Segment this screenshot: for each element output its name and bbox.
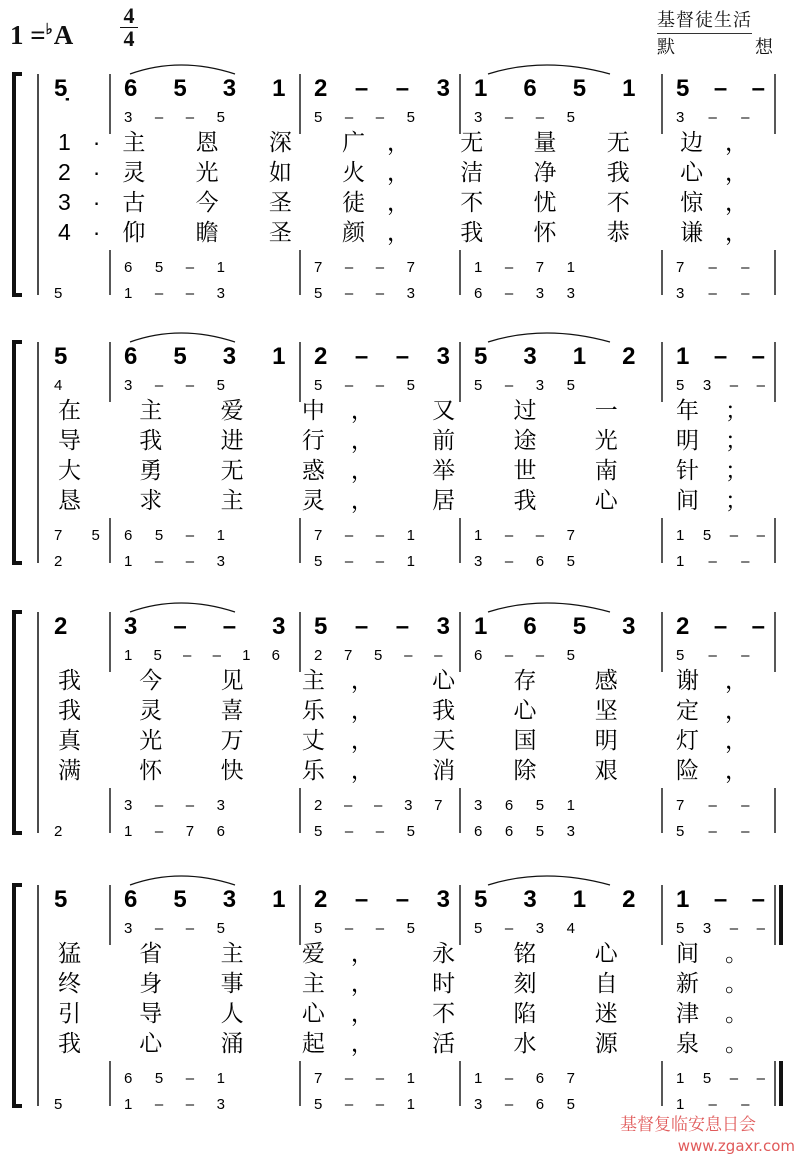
melody-measure-3: 2 – – 3 [314,343,450,370]
author-char-2: 想 [755,37,773,58]
alto-measure-5: 5 3 – – [676,920,765,937]
bass-measure-4: 3 – 6 5 [474,1096,575,1113]
key-note: A [53,20,74,50]
tenor-measure-5: 1 5 – – [676,527,765,544]
key-prefix: 1 = [10,20,46,50]
system-3 [14,603,775,840]
system-4 [14,876,781,1113]
lyric-verse-3: 真 光 万 丈， 天 国 明 灯， [58,727,748,753]
song-title: 基督徒生活 [657,6,752,34]
bass-measure-3: 5 – – 1 [314,553,415,570]
melody-measure-4: 1 6 5 1 [474,75,636,102]
tenor-measure-4: 1 – 7 1 [474,259,575,276]
slur [488,65,610,74]
system-bracket [14,612,22,833]
lyric-verse-1: 1·主 恩 深 广， 无 量 无 边， [58,129,749,155]
bass-measure-1: 5 [54,285,63,302]
lyric-verse-3: 3·古 今 圣 徒， 不 忧 不 惊， [58,189,749,215]
slur [130,65,235,74]
tenor-measure-3: 2 – – 3 7 [314,797,443,814]
tenor-measure-2: 6 5 – 1 [124,259,225,276]
bass-measure-5: 1 – – [676,553,750,570]
slur [488,876,610,885]
bass-measure-1: 5 [54,1096,63,1113]
bass-measure-1: 2 [54,553,63,570]
melody-measure-5: 2 – – [676,613,765,640]
bass-measure-4: 6 6 5 3 [474,823,575,840]
tenor-measure-5: 7 – – [676,259,750,276]
bass-measure-3: 5 – – 5 [314,823,415,840]
melody-measure-3: 5 – – 3 [314,613,450,640]
alto-measure-5: 3 – – [676,109,750,126]
bass-measure-1: 2 [54,823,63,840]
melody-measure-1: 2 [54,613,68,640]
lyric-verse-4: 满 怀 快 乐， 消 除 艰 险， [58,757,748,783]
time-bottom: 4 [123,26,135,51]
tenor-measure-5: 1 5 – – [676,1070,765,1087]
melody-measure-5: 1 – – [676,343,765,370]
alto-measure-1: 4 [54,377,63,394]
bass-measure-5: 3 – – [676,285,750,302]
melody-measure-2: 6 5 3 1 [124,343,286,370]
alto-measure-3: 5 – – 5 [314,920,415,937]
lyric-verse-3: 引 导 人 心， 不 陷 迷 津。 [58,1000,748,1026]
alto-measure-5: 5 3 – – [676,377,765,394]
alto-measure-4: 6 – – 5 [474,647,575,664]
author-char-1: 默 [657,37,675,58]
alto-measure-4: 5 – 3 4 [474,920,575,937]
tenor-measure-5: 7 – – [676,797,750,814]
bass-measure-5: 1 – – [676,1096,750,1113]
melody-measure-4: 5 3 1 2 [474,886,636,913]
slur [130,333,235,342]
lyric-verse-2: 导 我 进 行， 前 途 光 明； [58,427,748,453]
alto-measure-2: 3 – – 5 [124,920,225,937]
melody-measure-4: 5 3 1 2 [474,343,636,370]
tenor-measure-4: 1 – – 7 [474,527,575,544]
lyric-verse-4: 恳 求 主 灵， 居 我 心 间； [58,487,748,513]
watermark-line1: 基督复临安息日会 [620,1115,756,1135]
melody-measure-3: 2 – – 3 [314,75,450,102]
watermark [620,1110,795,1155]
melody-measure-1: 5 [54,886,68,913]
lyric-verse-4: 4·仰 瞻 圣 颜， 我 怀 恭 谦， [58,219,749,245]
lyric-verse-1: 猛 省 主 爱， 永 铭 心 间。 [58,940,748,966]
bass-measure-3: 5 – – 1 [314,1096,415,1113]
melody-measure-1: 5̣ [54,75,68,102]
melody-measure-2: 6 5 3 1 [124,75,286,102]
slur [130,603,235,612]
lyric-verse-3: 大 勇 无 惑， 举 世 南 针； [58,457,748,483]
alto-measure-3: 2 7 5 – – [314,647,443,664]
alto-measure-2: 3 – – 5 [124,109,225,126]
tenor-measure-2: 3 – – 3 [124,797,225,814]
time-top: 4 [123,3,135,28]
lyric-verse-1: 我 今 见 主， 心 存 感 谢， [58,667,748,693]
bass-measure-2: 1 – – 3 [124,553,225,570]
melody-measure-4: 1 6 5 3 [474,613,636,640]
bass-measure-2: 1 – – 3 [124,285,225,302]
melody-measure-3: 2 – – 3 [314,886,450,913]
lyric-verse-1: 在 主 爱 中， 又 过 一 年； [58,397,748,423]
melody-measure-2: 6 5 3 1 [124,886,286,913]
lyric-verse-2: 2·灵 光 如 火， 洁 净 我 心， [58,159,749,185]
tenor-measure-3: 7 – – 7 [314,259,415,276]
alto-measure-3: 5 – – 5 [314,109,415,126]
system-bracket [14,885,22,1106]
bass-measure-2: 1 – – 3 [124,1096,225,1113]
lyric-verse-4: 我 心 涌 起， 活 水 源 泉。 [58,1030,748,1056]
bass-measure-4: 3 – 6 5 [474,553,575,570]
tenor-measure-4: 3 6 5 1 [474,797,575,814]
system-2 [14,333,775,570]
alto-measure-3: 5 – – 5 [314,377,415,394]
alto-measure-4: 3 – – 5 [474,109,575,126]
system-bracket [14,342,22,563]
melody-measure-5: 1 – – [676,886,765,913]
melody-measure-5: 5 – – [676,75,765,102]
tenor-measure-4: 1 – 6 7 [474,1070,575,1087]
lyric-verse-2: 我 灵 喜 乐， 我 心 坚 定， [58,697,748,723]
watermark-line2: www.zgaxr.com [677,1137,795,1155]
bass-measure-5: 5 – – [676,823,750,840]
melody-measure-2: 3 – – 3 [124,613,286,640]
alto-measure-4: 5 – 3 5 [474,377,575,394]
bass-measure-4: 6 – 3 3 [474,285,575,302]
slur [130,876,235,885]
alto-measure-5: 5 – – [676,647,750,664]
system-1 [14,65,775,302]
tenor-measure-3: 7 – – 1 [314,527,415,544]
alto-measure-2: 1 5 – – 1 6 [124,647,280,664]
key-flat: ♭ [45,22,53,38]
tenor-measure-3: 7 – – 1 [314,1070,415,1087]
tenor-measure-2: 6 5 – 1 [124,527,225,544]
slur [488,603,610,612]
tenor-measure-1: 7 5 [54,527,100,544]
tenor-measure-2: 6 5 – 1 [124,1070,225,1087]
alto-measure-2: 3 – – 5 [124,377,225,394]
system-bracket [14,74,22,295]
bass-measure-2: 1 – 7 6 [124,823,225,840]
bass-measure-3: 5 – – 3 [314,285,415,302]
melody-measure-1: 5 [54,343,68,370]
lyric-verse-2: 终 身 事 主， 时 刻 自 新。 [58,970,748,996]
slur [488,333,610,342]
